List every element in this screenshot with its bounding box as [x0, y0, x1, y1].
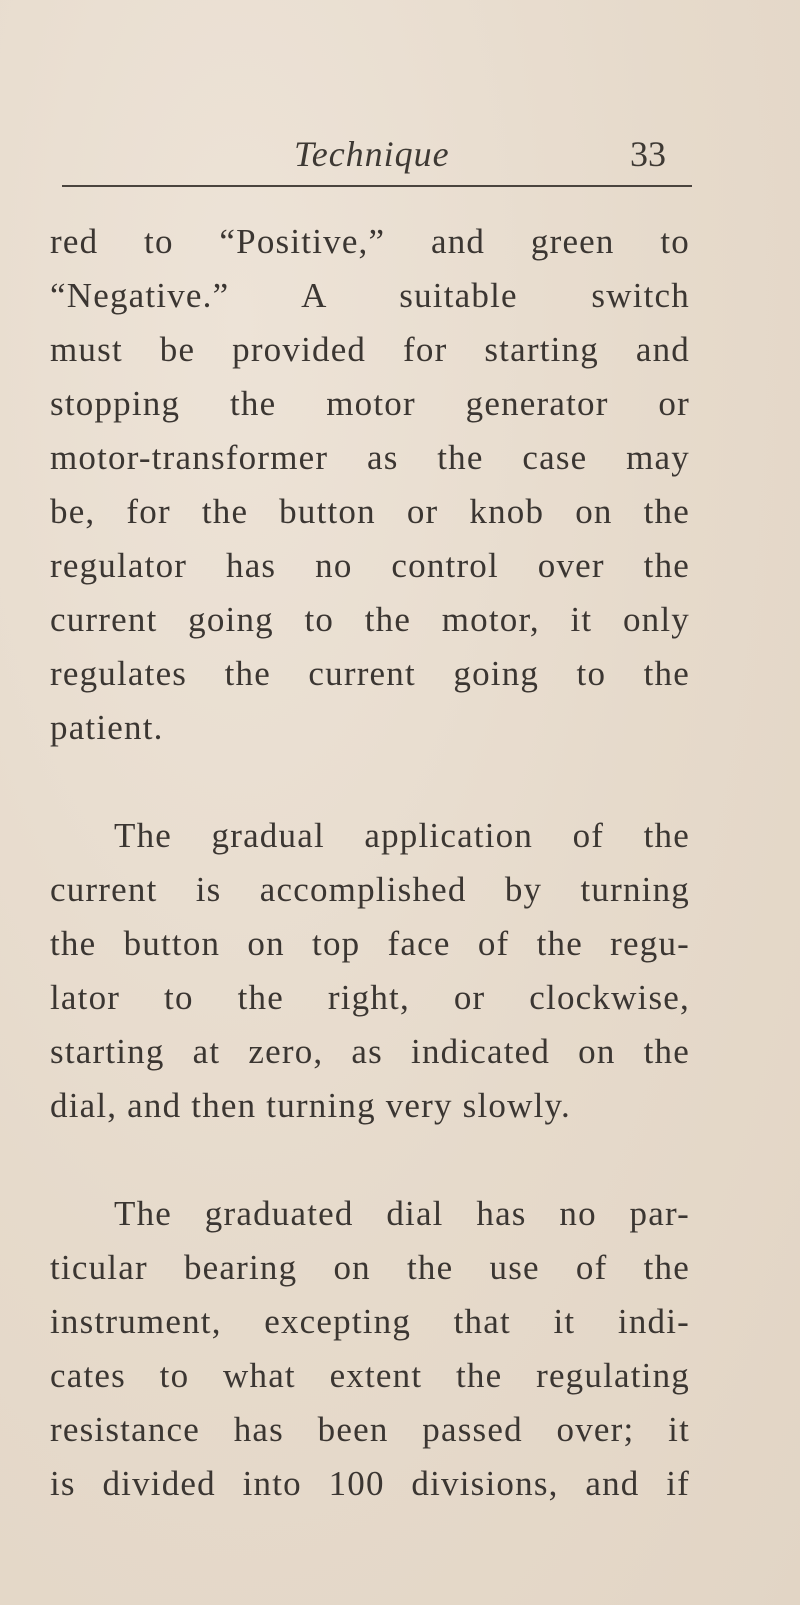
text-line: lator to the right, or clockwise,: [50, 978, 690, 1017]
text-line: red to “Positive,” and green to: [50, 222, 690, 261]
text-line: must be provided for starting and: [50, 330, 690, 369]
paragraph-gap: [50, 755, 690, 809]
paragraph-3: [50, 1187, 690, 1511]
text-line: current is accomplished by turning: [50, 870, 690, 909]
text-line: be, for the button or knob on the: [50, 492, 690, 531]
text-line: cates to what extent the regulating: [50, 1356, 690, 1395]
text-line: current going to the motor, it only: [50, 600, 690, 639]
body-text: [50, 215, 690, 1511]
page-number: 33: [630, 134, 666, 174]
text-line: stopping the motor generator or: [50, 384, 690, 423]
text-line: instrument, excepting that it indi-: [50, 1302, 690, 1341]
text-line: ticular bearing on the use of the: [50, 1248, 690, 1287]
text-line: The graduated dial has no par-: [114, 1194, 690, 1233]
text-line: is divided into 100 divisions, and if: [50, 1464, 690, 1503]
text-line: starting at zero, as indicated on the: [50, 1032, 690, 1071]
text-line: dial, and then turning very slowly.: [50, 1086, 571, 1125]
text-line: regulator has no control over the: [50, 546, 690, 585]
running-head: [62, 128, 692, 186]
text-line: motor-transformer as the case may: [50, 438, 690, 477]
text-line: the button on top face of the regu-: [50, 924, 690, 963]
text-line: resistance has been passed over; it: [50, 1410, 690, 1449]
text-line: The gradual application of the: [114, 816, 690, 855]
text-line: patient.: [50, 708, 164, 747]
running-title: Technique: [294, 134, 450, 174]
text-line: regulates the current going to the: [50, 654, 690, 693]
text-line: “Negative.” A suitable switch: [50, 276, 690, 315]
paragraph-gap: [50, 1133, 690, 1187]
paragraph-1: [50, 215, 690, 755]
paragraph-2: [50, 809, 690, 1133]
header-rule: [62, 185, 692, 187]
